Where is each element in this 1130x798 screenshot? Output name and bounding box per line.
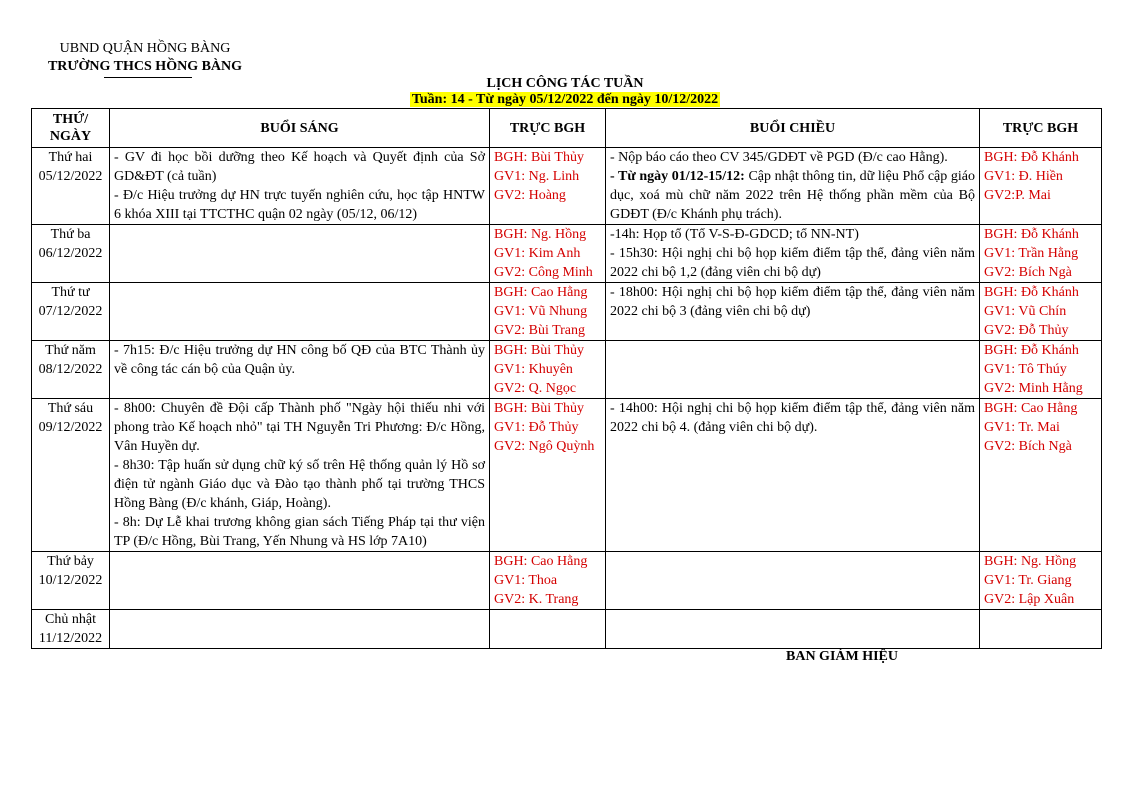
afternoon-activities: - Nộp báo cáo theo CV 345/GDĐT về PGD (Đ/c cao Hằng). - Từ ngày 01/12-15/12: Cập nhật thông tin, dữ liệu Phổ cập giáo dục, xoá mù chữ năm 2022 trên Hệ thống phần mềm của Bộ GDĐT (Đ/c Khánh phụ trách). [606, 148, 980, 225]
table-header-row [32, 109, 1102, 148]
afternoon-duty: BGH: Đỗ Khánh GV1: Đ. Hiền GV2:P. Mai [980, 148, 1102, 225]
afternoon-duty: BGH: Ng. Hồng GV1: Tr. Giang GV2: Lập Xuân [980, 552, 1102, 610]
afternoon-duty: BGH: Đỗ Khánh GV1: Vũ Chín GV2: Đỗ Thủy [980, 283, 1102, 341]
morning-activities: - 7h15: Đ/c Hiệu trưởng dự HN công bố QĐ của BTC Thành ủy về công tác cán bộ của Quận ủy. [110, 341, 490, 399]
afternoon-duty [980, 610, 1102, 649]
header-duty-afternoon: TRỰC BGH [980, 109, 1102, 148]
morning-duty: BGH: Ng. Hồng GV1: Kim Anh GV2: Công Minh [490, 225, 606, 283]
day-cell: Thứ ba 06/12/2022 [32, 225, 110, 283]
header-afternoon: BUỔI CHIỀU [606, 109, 980, 148]
afternoon-activities: -14h: Họp tổ (Tổ V-S-Đ-GDCD; tổ NN-NT) - 15h30: Hội nghị chi bộ họp kiểm điểm tập thể, đảng viên năm 2022 chi bộ 1,2 (đảng viên chi bộ dự) [606, 225, 980, 283]
header-duty-morning: TRỰC BGH [490, 109, 606, 148]
header-day: THỨ/ NGÀY [32, 109, 110, 148]
page-title: LỊCH CÔNG TÁC TUẦN [486, 76, 644, 91]
morning-activities [110, 552, 490, 610]
table-row [32, 552, 1102, 610]
table-row [32, 225, 1102, 283]
morning-duty: BGH: Bùi Thủy GV1: Ng. Linh GV2: Hoàng [490, 148, 606, 225]
afternoon-activity-2: - Từ ngày 01/12-15/12: Cập nhật thông tin, dữ liệu Phổ cập giáo dục, xoá mù chữ năm 2022 trên Hệ thống phần mềm của Bộ GDĐT (Đ/c Khánh phụ trách). [610, 169, 975, 222]
morning-activities [110, 225, 490, 283]
table-row [32, 399, 1102, 552]
day-cell: Chủ nhật 11/12/2022 [32, 610, 110, 649]
morning-duty: BGH: Cao Hằng GV1: Thoa GV2: K. Trang [490, 552, 606, 610]
day-cell: Thứ hai 05/12/2022 [32, 148, 110, 225]
day-cell: Thứ bảy 10/12/2022 [32, 552, 110, 610]
day-cell: Thứ năm 08/12/2022 [32, 341, 110, 399]
afternoon-activities: - 18h00: Hội nghị chi bộ họp kiểm điểm tập thể, đảng viên năm 2022 chi bộ 3 (đảng viên chi bộ dự) [606, 283, 980, 341]
afternoon-duty: BGH: Đỗ Khánh GV1: Tô Thúy GV2: Minh Hằng [980, 341, 1102, 399]
day-cell: Thứ sáu 09/12/2022 [32, 399, 110, 552]
week-range [0, 91, 1130, 108]
header-morning: BUỔI SÁNG [110, 109, 490, 148]
week-range-text: Tuần: 14 - Từ ngày 05/12/2022 đến ngày 10/12/2022 [411, 92, 719, 107]
morning-activities: - GV đi học bồi dưỡng theo Kế hoạch và Quyết định của Sở GD&ĐT (cả tuần) - Đ/c Hiệu trưởng dự HN trực tuyến nghiên cứu, học tập HNTW 6 khóa XIII tại TTCTHC quận 02 ngày (05/12, 06/12) [110, 148, 490, 225]
day-cell: Thứ tư 07/12/2022 [32, 283, 110, 341]
table-row [32, 341, 1102, 399]
signature-label: BAN GIÁM HIỆU [786, 649, 899, 664]
afternoon-activities [606, 610, 980, 649]
school-name: TRƯỜNG THCS HỒNG BÀNG [47, 59, 243, 74]
morning-duty: BGH: Bùi Thủy GV1: Khuyên GV2: Q. Ngọc [490, 341, 606, 399]
schedule-table [31, 108, 1102, 649]
morning-duty [490, 610, 606, 649]
table-row [32, 148, 1102, 225]
morning-duty: BGH: Bùi Thủy GV1: Đỗ Thủy GV2: Ngô Quỳnh [490, 399, 606, 552]
afternoon-duty: BGH: Đỗ Khánh GV1: Trần Hằng GV2: Bích Ngà [980, 225, 1102, 283]
table-row [32, 610, 1102, 649]
district-name: UBND QUẬN HỒNG BÀNG [59, 41, 231, 56]
morning-activities [110, 610, 490, 649]
afternoon-activities: - 14h00: Hội nghị chi bộ họp kiểm điểm tập thể, đảng viên năm 2022 chi bộ 4. (đảng viên chi bộ dự). [606, 399, 980, 552]
organization-block [40, 40, 250, 76]
morning-activities: - 8h00: Chuyên đề Đội cấp Thành phố "Ngày hội thiếu nhi với phong trào Kế hoạch nhỏ" tại TH Nguyễn Tri Phương: Đ/c Hồng, Vân Huyền dự. - 8h30: Tập huấn sử dụng chữ ký số trên Hệ thống quản lý Hồ sơ điện tử ngành Giáo dục và Đào tạo thành phố tại trường THCS Hồng Bàng (Đ/c khánh, Giáp, Hoàng). - 8h: Dự Lễ khai trương không gian sách Tiếng Pháp tại thư viện TP (Đ/c Hồng, Bùi Trang, Yến Nhung và HS lớp 7A10) [110, 399, 490, 552]
morning-duty: BGH: Cao Hằng GV1: Vũ Nhung GV2: Bùi Trang [490, 283, 606, 341]
morning-activities [110, 283, 490, 341]
afternoon-activities [606, 341, 980, 399]
afternoon-duty: BGH: Cao Hằng GV1: Tr. Mai GV2: Bích Ngà [980, 399, 1102, 552]
afternoon-activities [606, 552, 980, 610]
table-row [32, 283, 1102, 341]
